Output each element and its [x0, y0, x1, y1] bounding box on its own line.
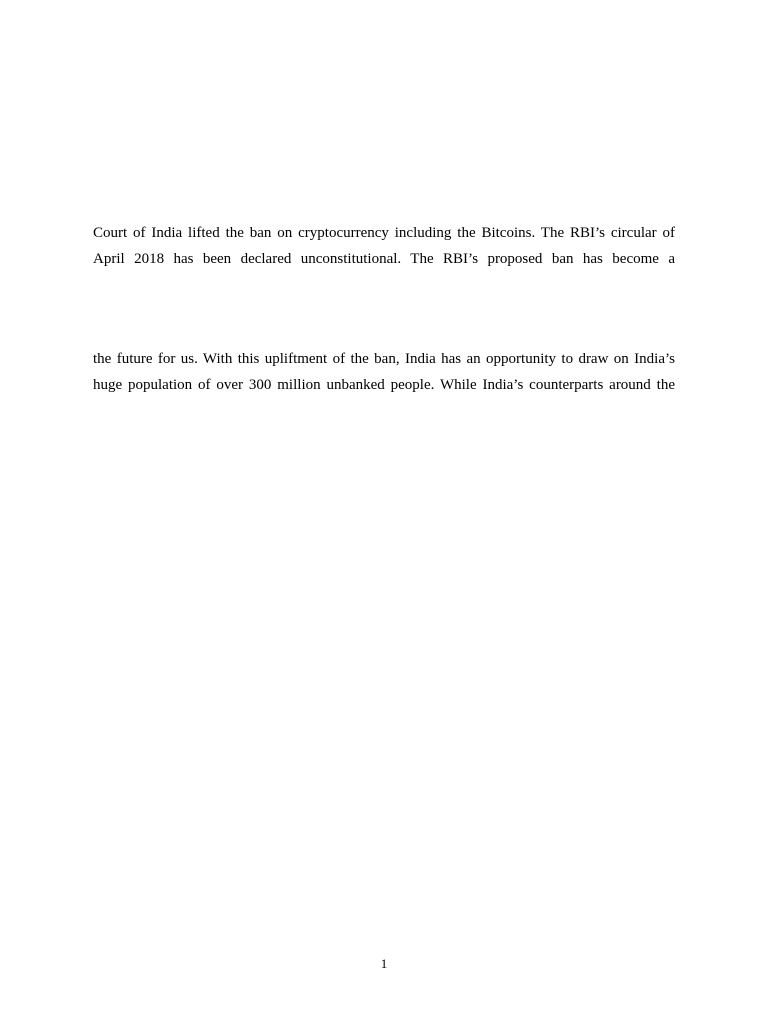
page-number: 1	[380, 956, 388, 971]
text-line: Court of India lifted the ban on cryptocurrency including the Bitcoins. The RBI’s circular of	[93, 225, 675, 241]
text-line: huge population of over 300 million unbanked people. While India’s counterparts around the	[93, 377, 675, 393]
text-line: the future for us. With this upliftment of the ban, India has an opportunity to draw on India’s	[93, 351, 675, 367]
text-line: April 2018 has been declared unconstitutional. The RBI’s proposed ban has become a	[93, 251, 675, 267]
